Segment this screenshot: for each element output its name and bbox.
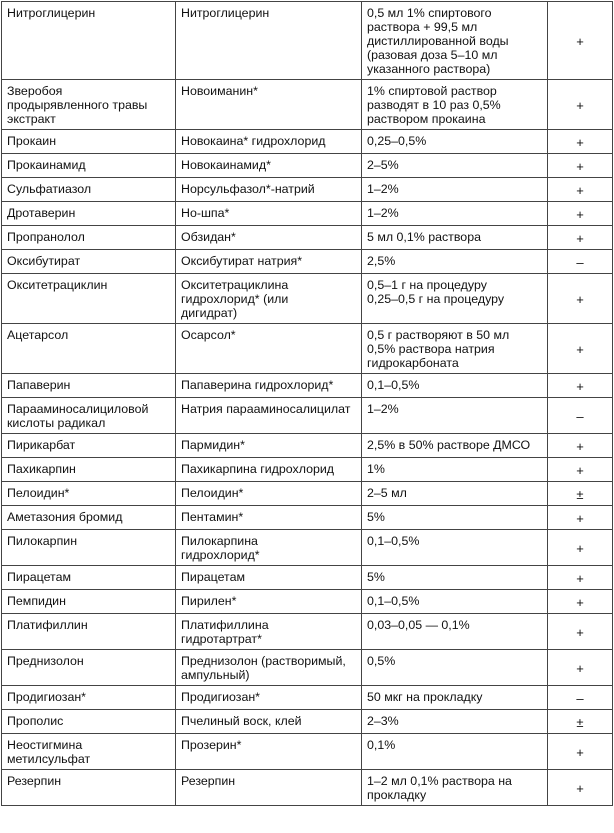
cell-substance: Оксибутират	[2, 250, 176, 274]
table-row	[2, 458, 613, 482]
cell-drug-name: Новокаина* гидрохлорид	[176, 130, 362, 154]
cell-substance: Прокаин	[2, 130, 176, 154]
cell-mark: +	[548, 434, 613, 458]
table-row	[2, 686, 613, 710]
table-row	[2, 324, 613, 374]
cell-substance: Пахикарпин	[2, 458, 176, 482]
cell-mark: +	[548, 274, 613, 324]
cell-drug-name: Норсульфазол*-натрий	[176, 178, 362, 202]
cell-concentration: 0,03–0,05 — 0,1%	[362, 614, 548, 650]
cell-concentration: 0,1%	[362, 734, 548, 770]
cell-concentration: 1–2%	[362, 202, 548, 226]
cell-drug-name: Пахикарпина гидрохлорид	[176, 458, 362, 482]
cell-mark: +	[548, 770, 613, 806]
cell-mark: +	[548, 80, 613, 130]
table-row	[2, 274, 613, 324]
cell-substance: Прокаинамид	[2, 154, 176, 178]
cell-concentration: 1–2%	[362, 398, 548, 434]
cell-drug-name: Осарсол*	[176, 324, 362, 374]
cell-substance: Пемпидин	[2, 590, 176, 614]
cell-concentration: 50 мкг на прокладку	[362, 686, 548, 710]
cell-drug-name: Обзидан*	[176, 226, 362, 250]
cell-mark: +	[548, 650, 613, 686]
table-row	[2, 506, 613, 530]
table-row	[2, 398, 613, 434]
cell-drug-name: Преднизолон (растворимый, ампульный)	[176, 650, 362, 686]
cell-drug-name: Платифиллина гидротартрат*	[176, 614, 362, 650]
cell-concentration: 0,1–0,5%	[362, 374, 548, 398]
table-row	[2, 710, 613, 734]
cell-mark: +	[548, 734, 613, 770]
cell-substance: Пирацетам	[2, 566, 176, 590]
cell-drug-name: Прозерин*	[176, 734, 362, 770]
table-row	[2, 130, 613, 154]
cell-mark: +	[548, 530, 613, 566]
table-row	[2, 2, 613, 80]
table-row	[2, 178, 613, 202]
table-row	[2, 202, 613, 226]
cell-mark: +	[548, 202, 613, 226]
cell-substance: Пропранолол	[2, 226, 176, 250]
table-row	[2, 530, 613, 566]
cell-mark: +	[548, 130, 613, 154]
cell-mark: +	[548, 590, 613, 614]
table-row	[2, 566, 613, 590]
cell-drug-name: Окситетрациклина гидрохлорид* (или дигидрат)	[176, 274, 362, 324]
cell-drug-name: Пирилен*	[176, 590, 362, 614]
table-row	[2, 734, 613, 770]
drug-table	[1, 1, 613, 806]
cell-substance: Дротаверин	[2, 202, 176, 226]
cell-drug-name: Пирацетам	[176, 566, 362, 590]
cell-mark: +	[548, 566, 613, 590]
cell-mark: ±	[548, 710, 613, 734]
cell-mark: –	[548, 686, 613, 710]
cell-mark: +	[548, 226, 613, 250]
cell-concentration: 2–5%	[362, 154, 548, 178]
cell-drug-name: Но-шпа*	[176, 202, 362, 226]
cell-mark: +	[548, 178, 613, 202]
table-row	[2, 650, 613, 686]
cell-drug-name: Оксибутират натрия*	[176, 250, 362, 274]
cell-substance: Резерпин	[2, 770, 176, 806]
cell-drug-name: Нитроглицерин	[176, 2, 362, 80]
cell-mark: +	[548, 458, 613, 482]
cell-concentration: 0,5 г растворяют в 50 мл 0,5% раствора натрия гидрокарбоната	[362, 324, 548, 374]
cell-mark: +	[548, 324, 613, 374]
cell-drug-name: Новоиманин*	[176, 80, 362, 130]
cell-concentration: 0,1–0,5%	[362, 530, 548, 566]
cell-concentration: 0,5%	[362, 650, 548, 686]
cell-substance: Папаверин	[2, 374, 176, 398]
cell-substance: Сульфатиазол	[2, 178, 176, 202]
cell-concentration: 2,5% в 50% растворе ДМСО	[362, 434, 548, 458]
table-row	[2, 614, 613, 650]
cell-drug-name: Пармидин*	[176, 434, 362, 458]
table-row	[2, 374, 613, 398]
cell-concentration: 2–3%	[362, 710, 548, 734]
cell-drug-name: Пчелиный воск, клей	[176, 710, 362, 734]
cell-substance: Прополис	[2, 710, 176, 734]
cell-mark: –	[548, 398, 613, 434]
cell-substance: Аметазония бромид	[2, 506, 176, 530]
table-row	[2, 590, 613, 614]
cell-substance: Пирикарбат	[2, 434, 176, 458]
cell-substance: Пелоидин*	[2, 482, 176, 506]
table-row	[2, 770, 613, 806]
cell-drug-name: Резерпин	[176, 770, 362, 806]
cell-concentration: 0,5 мл 1% спиртового раствора + 99,5 мл дистиллированной воды (разовая доза 5–10 мл указанного раствора)	[362, 2, 548, 80]
table-row	[2, 80, 613, 130]
cell-drug-name: Пелоидин*	[176, 482, 362, 506]
cell-drug-name: Пилокарпина гидрохлорид*	[176, 530, 362, 566]
cell-substance: Ацетарсол	[2, 324, 176, 374]
cell-concentration: 1% спиртовой раствор разводят в 10 раз 0,5% раствором прокаина	[362, 80, 548, 130]
table-row	[2, 482, 613, 506]
cell-concentration: 0,5–1 г на процедуру 0,25–0,5 г на процедуру	[362, 274, 548, 324]
cell-concentration: 0,1–0,5%	[362, 590, 548, 614]
cell-substance: Нитроглицерин	[2, 2, 176, 80]
cell-substance: Пилокарпин	[2, 530, 176, 566]
cell-mark: –	[548, 250, 613, 274]
cell-concentration: 5 мл 0,1% раствора	[362, 226, 548, 250]
cell-substance: Парааминосалициловой кислоты радикал	[2, 398, 176, 434]
table-row	[2, 226, 613, 250]
table-row	[2, 434, 613, 458]
cell-concentration: 1%	[362, 458, 548, 482]
cell-concentration: 5%	[362, 506, 548, 530]
cell-substance: Платифиллин	[2, 614, 176, 650]
cell-drug-name: Новокаинамид*	[176, 154, 362, 178]
cell-substance: Окситетрациклин	[2, 274, 176, 324]
cell-drug-name: Пентамин*	[176, 506, 362, 530]
cell-mark: +	[548, 2, 613, 80]
cell-substance: Зверобоя продырявленного травы экстракт	[2, 80, 176, 130]
cell-concentration: 1–2%	[362, 178, 548, 202]
cell-drug-name: Папаверина гидрохлорид*	[176, 374, 362, 398]
cell-concentration: 2–5 мл	[362, 482, 548, 506]
cell-concentration: 1–2 мл 0,1% раствора на прокладку	[362, 770, 548, 806]
cell-concentration: 2,5%	[362, 250, 548, 274]
table-row	[2, 250, 613, 274]
cell-mark: +	[548, 506, 613, 530]
table-row	[2, 154, 613, 178]
cell-concentration: 0,25–0,5%	[362, 130, 548, 154]
cell-mark: +	[548, 154, 613, 178]
cell-mark: +	[548, 614, 613, 650]
cell-substance: Неостигмина метилсульфат	[2, 734, 176, 770]
cell-substance: Преднизолон	[2, 650, 176, 686]
cell-concentration: 5%	[362, 566, 548, 590]
cell-drug-name: Продигиозан*	[176, 686, 362, 710]
cell-substance: Продигиозан*	[2, 686, 176, 710]
cell-mark: +	[548, 374, 613, 398]
cell-mark: ±	[548, 482, 613, 506]
cell-drug-name: Натрия парааминосалицилат	[176, 398, 362, 434]
